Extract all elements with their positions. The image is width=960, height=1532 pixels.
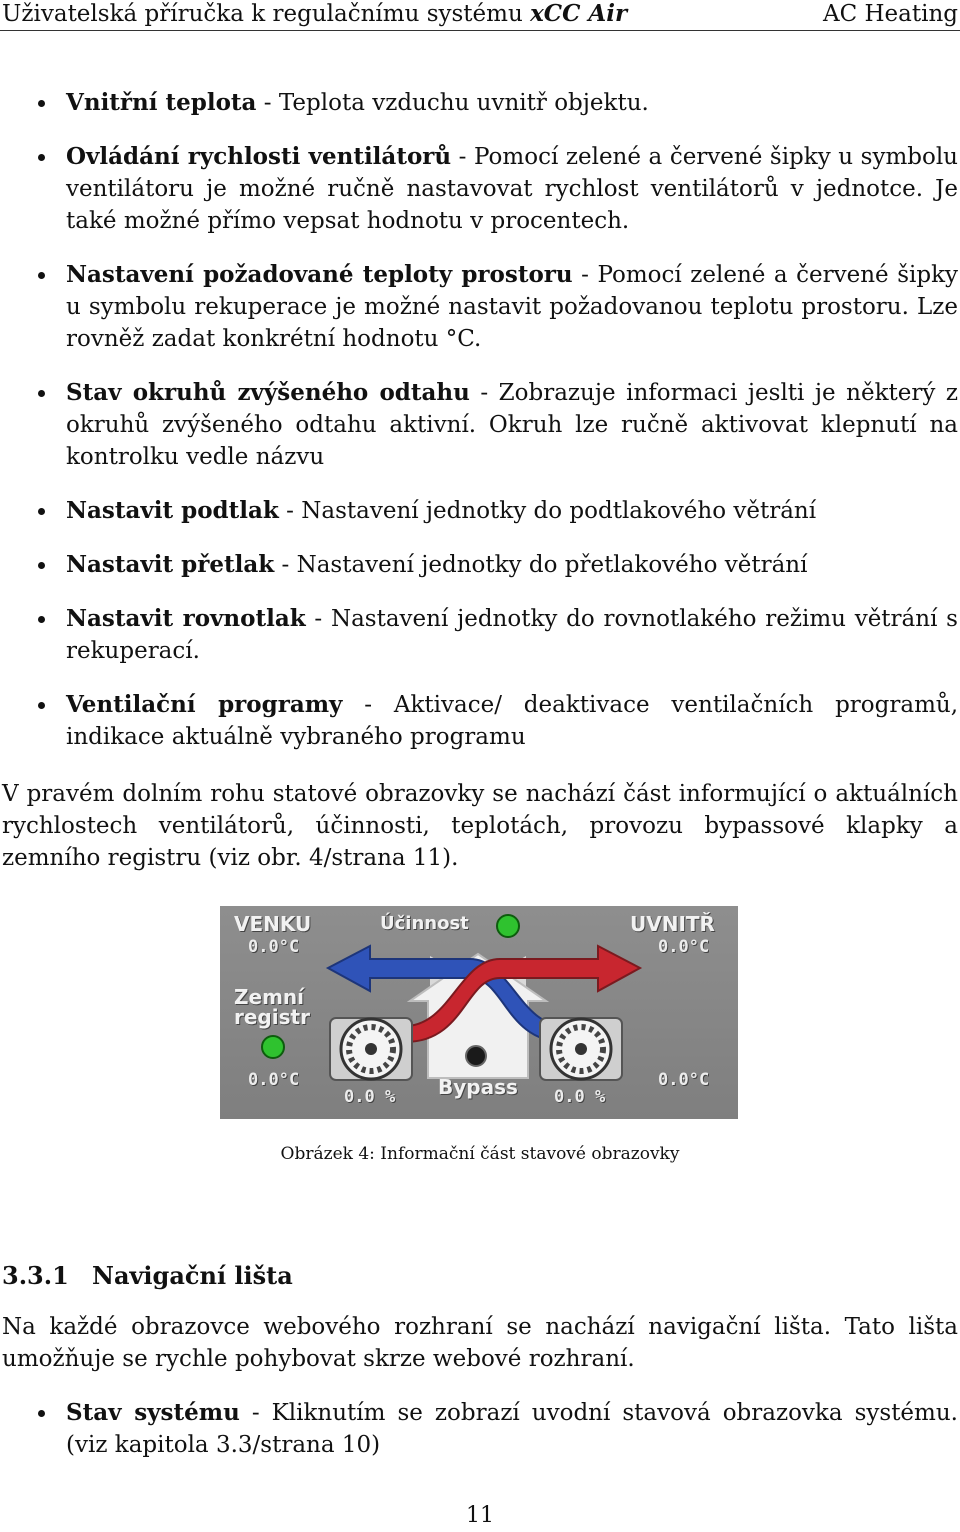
feature-list — [0, 87, 958, 753]
ground-register-led-icon[interactable] — [262, 1036, 284, 1058]
ground-register-label-line2: registr — [234, 1005, 310, 1029]
page-header — [0, 0, 960, 31]
item-desc: - Nastavení jednotky do přetlakového větrání — [274, 552, 808, 578]
fan-right-icon — [540, 1018, 622, 1080]
item-desc: - Teplota vzduchu uvnitř objektu. — [256, 90, 649, 116]
list-item — [0, 495, 958, 527]
item-desc: - Aktivace/ deaktivace ventilačních programů, indikace aktuálně vybraného programu — [66, 692, 959, 750]
list-item — [0, 1397, 958, 1461]
navigation-list — [0, 1397, 958, 1461]
bypass-indicator-icon — [466, 1046, 486, 1066]
exhaust-temperature: 0.0°C — [658, 1070, 710, 1090]
item-desc: - Kliknutím se zobrazí uvodní stavová obrazovka systému. (viz kapitola 3.3/strana 10) — [66, 1400, 958, 1458]
section-title: Navigační lišta — [92, 1261, 293, 1290]
list-item — [0, 87, 958, 119]
item-desc: - Nastavení jednotky do rovnotlakého režimu větrání s rekuperací. — [66, 606, 958, 664]
efficiency-led-icon — [497, 915, 519, 937]
header-product: xCC Air — [530, 0, 628, 27]
section-number: 3.3.1 — [2, 1261, 69, 1290]
item-term: Nastavení požadované teploty prostoru — [66, 261, 573, 288]
inside-label: UVNITŘ — [630, 912, 715, 936]
header-title-text: Uživatelská příručka k regulačnímu systému — [2, 1, 523, 27]
paragraph-info-panel: V pravém dolním rohu statové obrazovky se nachází část informující o aktuálních rychlostech ventilátorů, účinnosti, teplotách, provozu bypassové klapky a zemního registru (viz obr. 4/strana 11). — [2, 781, 958, 871]
ground-register-temperature: 0.0°C — [248, 1070, 300, 1090]
item-term: Stav systému — [66, 1399, 240, 1426]
item-term: Vnitřní teplota — [66, 89, 257, 116]
list-item — [0, 549, 958, 581]
item-term: Nastavit podtlak — [66, 497, 279, 524]
outside-label: VENKU — [234, 912, 312, 936]
fan-right-speed: 0.0 % — [554, 1087, 606, 1107]
item-term: Nastavit rovnotlak — [66, 605, 306, 632]
item-desc: - Zobrazuje informaci jeslti je některý z okruhů zvýšeného odtahu aktivní. Okruh lze ručně aktivovat klepnutí na kontrolku vedle názvu — [66, 380, 958, 470]
list-item — [0, 603, 958, 667]
list-item — [0, 689, 958, 753]
list-item — [0, 259, 958, 355]
list-item — [0, 141, 958, 237]
efficiency-label: Účinnost — [380, 913, 469, 934]
item-desc: - Nastavení jednotky do podtlakového větrání — [278, 498, 817, 524]
fan-left-speed: 0.0 % — [344, 1087, 396, 1107]
ground-register-label-line1: Zemní — [234, 985, 304, 1009]
section-heading — [2, 1260, 293, 1292]
item-desc: - Pomocí zelené a červené šipky u symbolu rekuperace je možné nastavit požadovanou teplotu prostoru. Lze rovněž zadat konkrétní hodnotu °C. — [66, 262, 959, 352]
item-desc: - Pomocí zelené a červené šipky u symbolu ventilátoru je možné ručně nastavovat rychlost ventilátorů v jednotce. Je také možné přímo vepsat hodnotu v procentech. — [66, 144, 958, 234]
info-panel-figure — [220, 906, 738, 1119]
bypass-label: Bypass — [438, 1075, 518, 1099]
item-term: Stav okruhů zvýšeného odtahu — [66, 379, 470, 406]
item-term: Ovládání rychlosti ventilátorů — [66, 143, 452, 170]
item-term: Ventilační programy — [66, 691, 343, 718]
list-item — [0, 377, 958, 473]
page-number: 11 — [466, 1503, 494, 1528]
figure-caption: Obrázek 4: Informační část stavové obrazovky — [280, 1144, 680, 1164]
outside-temperature: 0.0°C — [248, 937, 300, 957]
item-term: Nastavit přetlak — [66, 551, 275, 578]
inside-temperature: 0.0°C — [658, 937, 710, 957]
header-title — [2, 0, 627, 30]
header-brand: AC Heating — [822, 1, 958, 27]
paragraph-navigation: Na každé obrazovce webového rozhraní se nachází navigační lišta. Tato lišta umožňuje se rychle pohybovat skrze webové rozhraní. — [2, 1314, 958, 1372]
fan-left-icon — [330, 1018, 412, 1080]
